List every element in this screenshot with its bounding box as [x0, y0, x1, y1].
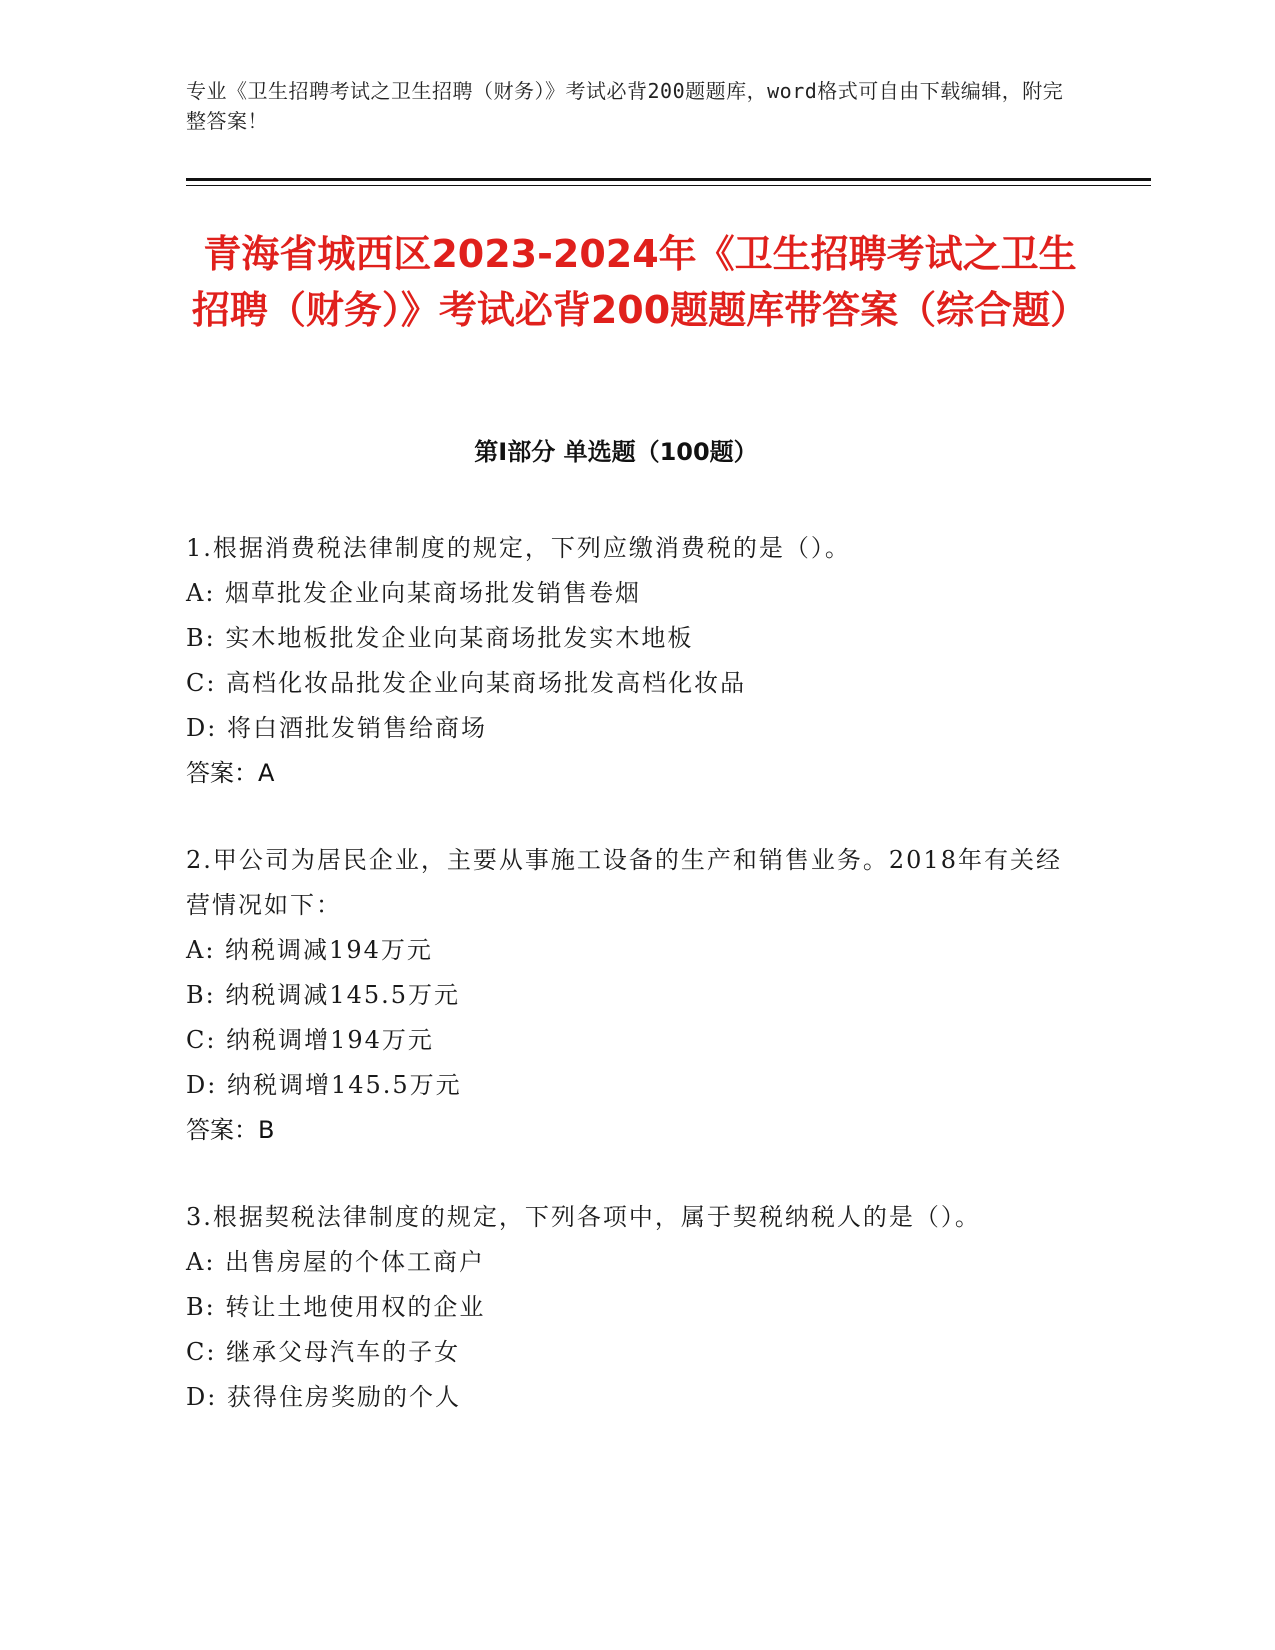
question-stem: 2.甲公司为居民企业，主要从事施工设备的生产和销售业务。2018年有关经营情况如下： — [186, 846, 1062, 919]
option-a: A: 出售房屋的个体工商户 — [186, 1248, 486, 1276]
question-3 — [186, 1195, 1066, 1420]
option-d: D: 获得住房奖励的个人 — [186, 1383, 461, 1411]
option-b: B: 实木地板批发企业向某商场批发实木地板 — [186, 624, 694, 652]
option-c: C: 继承父母汽车的子女 — [186, 1338, 461, 1366]
header-note: 专业《卫生招聘考试之卫生招聘（财务）》考试必背200题题库，word格式可自由下载编辑，附完整答案！ — [186, 79, 1064, 133]
question-list — [186, 526, 1066, 1462]
option-c: C: 高档化妆品批发企业向某商场批发高档化妆品 — [186, 669, 747, 697]
header-rule-thin — [186, 185, 1151, 186]
question-2 — [186, 838, 1066, 1153]
answer-label: 答案：A — [186, 759, 275, 787]
option-a: A: 烟草批发企业向某商场批发销售卷烟 — [186, 579, 642, 607]
option-b: B: 转让土地使用权的企业 — [186, 1293, 486, 1321]
question-stem: 3.根据契税法律制度的规定，下列各项中，属于契税纳税人的是（）。 — [186, 1203, 981, 1231]
option-a: A: 纳税调减194万元 — [186, 936, 433, 964]
option-d: D: 将白酒批发销售给商场 — [186, 714, 487, 742]
option-c: C: 纳税调增194万元 — [186, 1026, 434, 1054]
question-1 — [186, 526, 1066, 796]
option-d: D: 纳税调增145.5万元 — [186, 1071, 462, 1099]
document-title: 青海省城西区2023-2024年《卫生招聘考试之卫生招聘（财务）》考试必背200题题库带答案（综合题） — [191, 232, 1089, 332]
option-b: B: 纳税调减145.5万元 — [186, 981, 461, 1009]
question-stem: 1.根据消费税法律制度的规定，下列应缴消费税的是（）。 — [186, 534, 851, 562]
section-title: 第Ⅰ部分 单选题（100题） — [474, 438, 758, 466]
header-rule-thick — [186, 178, 1151, 181]
answer-label: 答案：B — [186, 1116, 275, 1144]
